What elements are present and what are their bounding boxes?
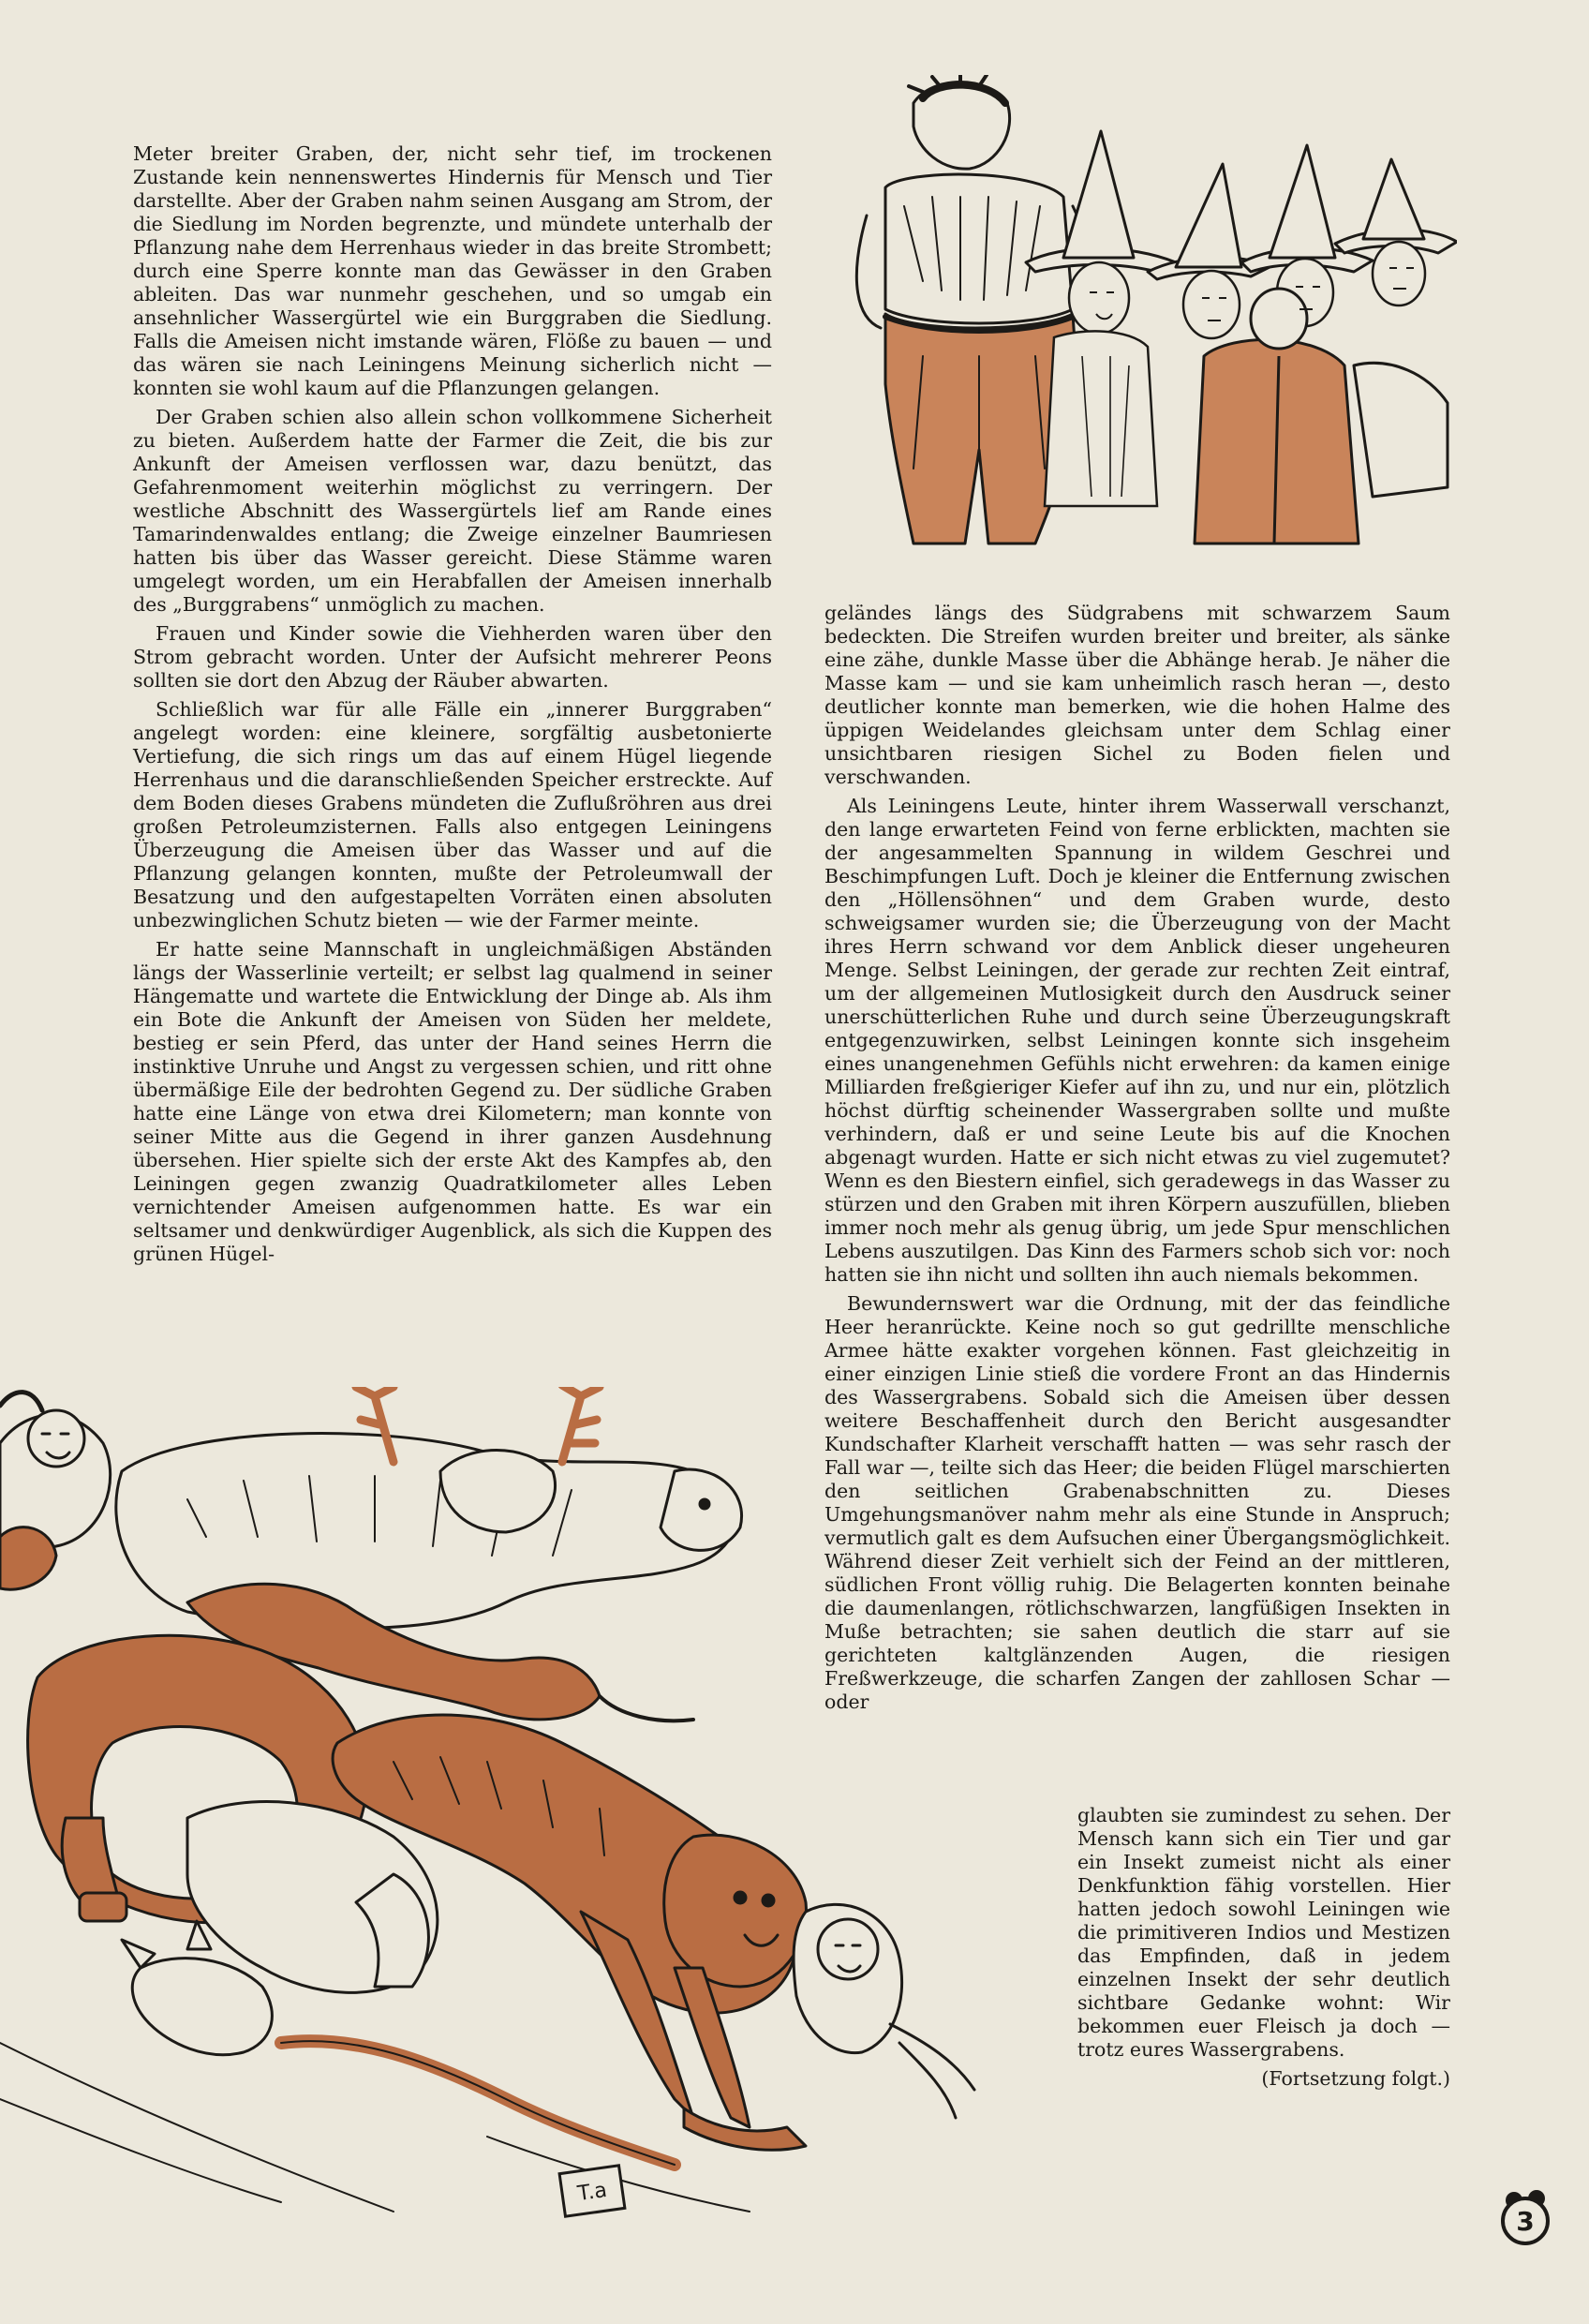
paragraph: Meter breiter Graben, der, nicht sehr tief, im trockenen Zustande kein nennenswertes Hindernis für Mensch und Tier darstellte. Aber der Graben nahm seinen Ausgang am Strom, der die Siedlung im Norden begrenzte, und mündete unterhalb der Pflanzung nahe dem Herrenhaus wieder in das breite Strombett; durch eine Sperre konnte man das Gewässer in den Graben ableiten. Das war nunmehr geschehen, und so umgab ein ansehnlicher Wassergürtel wie ein Burggraben die Siedlung. Falls die Ameisen nicht imstande wären, Flöße zu bauen — und das wären sie nach Leiningens Meinung sicherlich nicht — konnten sie wohl kaum auf die Pflanzungen gelangen.	[133, 142, 772, 399]
paragraph: Der Graben schien also allein schon vollkommene Sicherheit zu bieten. Außerdem hatte der Farmer die Zeit, die bis zur Ankunft der Ameisen verflossen war, dazu benützt, das Gefahrenmoment weiterhin möglichst zu verringern. Der westliche Abschnitt des Wassergürtels lief am Rande eines Tamarindenwaldes entlang; die Zweige einzelner Baumriesen hatten bis über das Wasser gereicht. Diese Stämme waren umgelegt worden, um ein Herabfallen der Ameisen innerhalb des „Burggrabens“ unmöglich zu machen.	[133, 406, 772, 616]
paragraph: Bewundernswert war die Ordnung, mit der das feindliche Heer heranrückte. Keine noch so gut gedrillte menschliche Armee hätte exakter vorgehen können. Fast gleichzeitig in einer einzigen Linie stieß die vordere Front an das Hindernis des Wassergrabens. Sobald sich die Ameisen über dessen weitere Beschaffenheit durch den Bericht ausgesandter Kundschafter Klarheit verschafft hatten — was sehr rasch der Fall war —, teilte sich das Heer; die beiden Flügel marschierten den seitlichen Grabenabschnitten zu. Dieses Umgehungsmanöver nahm mehr als eine Stunde in Anspruch; vermutlich galt es dem Aufsuchen einer Übergangsmöglichkeit. Während dieser Zeit verhielt sich der Feind an der mittleren, südlichen Front völlig ruhig. Die Belagerten konnten beinahe die daumenlangen, rötlichschwarzen, langfüßigen Insekten in Muße betrachten; sie sahen deutlich die starr auf sie gerichteten kaltglänzenden Augen, die riesigen Freßwerkzeuge, die scharfen Zangen der zahllosen Schar — oder	[824, 1292, 1450, 1713]
paragraph: Schließlich war für alle Fälle ein „innerer Burggraben“ angelegt worden: eine kleinere, sorgfältig ausbetonierte Vertiefung, die sich rings um das auf einem Hügel liegende Herrenhaus und die daranschließenden Speicher erstreckte. Auf dem Boden dieses Grabens mündeten die Zuflußröhren aus drei großen Petroleumzisternen. Falls also entgegen Leiningens Überzeugung die Ameisen über das Wasser und auf die Pflanzung gelangen konnten, mußte der Petroleumwall der Besatzung und den aufgestapelten Vorräten einen absoluten unbezwinglichen Schutz bieten — wie der Farmer meinte.	[133, 698, 772, 931]
article-column-right-narrow	[1077, 1804, 1450, 2096]
artist-signature	[559, 2166, 625, 2216]
page-number: 3	[1516, 2206, 1535, 2237]
illustration-fleeing-animals	[0, 1387, 1077, 2230]
svg-text:T.a: T.a	[575, 2178, 609, 2207]
page-number-badge	[1490, 2183, 1555, 2249]
illustration-men-in-hats	[848, 75, 1457, 562]
paragraph: Er hatte seine Mannschaft in ungleichmäßigen Abständen längs der Wasserlinie verteilt; er selbst lag qualmend in seiner Hängematte und wartete die Entwicklung der Dinge ab. Als ihm ein Bote die Ankunft der Ameisen von Süden her meldete, bestieg er sein Pferd, das unter der Hand seines Herrn die instinktive Unruhe und Angst zu vergessen schien, und ritt ohne übermäßige Eile der bedrohten Gegend zu. Der südliche Graben hatte eine Länge von etwa drei Kilometern; man konnte von seiner Mitte aus die Gegend in ihrer ganzen Ausdehnung übersehen. Hier spielte sich der erste Akt des Kampfes ab, den Leiningen gegen zwanzig Quadratkilometer alles Leben vernichtender Ameisen aufgenommen hatte. Es war ein seltsamer und denkwürdiger Augenblick, als sich die Kuppen des grünen Hügel-	[133, 938, 772, 1265]
continuation-note: (Fortsetzung folgt.)	[1261, 2067, 1450, 2090]
paragraph: Frauen und Kinder sowie die Viehherden waren über den Strom gebracht worden. Unter der Aufsicht mehrerer Peons sollten sie dort den Abzug der Räuber abwarten.	[133, 622, 772, 692]
paragraph: geländes längs des Südgrabens mit schwarzem Saum bedeckten. Die Streifen wurden breiter und breiter, als sänke eine zähe, dunkle Masse über die Abhänge herab. Je näher die Masse kam — und sie kam unheimlich rasch heran —, desto deutlicher konnte man bemerken, wie die hohen Halme des üppigen Weidelandes gleichsam unter dem Schlag einer unsichtbaren riesigen Sichel zu Boden fielen und verschwanden.	[824, 602, 1450, 788]
article-column-left	[133, 142, 772, 1272]
paragraph: glaubten sie zumindest zu sehen. Der Mensch kann sich ein Tier und gar ein Insekt zumeist nicht als einer Denkfunktion fähig vorstellen. Hier hatten jedoch sowohl Leiningen wie die primitiveren Indios und Mestizen das Empfinden, daß in jedem einzelnen Insekt der sehr deutlich sichtbare Gedanke wohnt: Wir bekommen euer Fleisch ja doch — trotz eures Wassergrabens.	[1077, 1804, 1450, 2061]
paragraph: Als Leiningens Leute, hinter ihrem Wasserwall verschanzt, den lange erwarteten Feind von ferne erblickten, machten sie der angesammelten Spannung in wildem Geschrei und Beschimpfungen Luft. Doch je kleiner die Entfernung zwischen den „Höllensöhnen“ und dem Graben wurde, desto schweigsamer wurden sie; die Überzeugung von der Macht ihres Herrn schwand vor dem Anblick dieser ungeheuren Menge. Selbst Leiningen, der gerade zur rechten Zeit eintraf, um der allgemeinen Mutlosigkeit durch den Ausdruck seiner unerschütterlichen Ruhe und durch seine Überzeugungskraft entgegenzuwirken, selbst Leiningen konnte sich insgeheim eines unangenehmen Gefühls nicht erwehren: da kamen einige Milliarden freßgieriger Kiefer auf ihn zu, und nur ein, plötzlich höchst dürftig scheinender Wassergraben sollte und mußte verhindern, daß er und seine Leute bis auf die Knochen abgenagt wurden. Hatte er sich nicht etwas zu viel zugemutet? Wenn es den Biestern einfiel, sich geradewegs in das Wasser zu stürzen und den Graben mit ihren Körpern auszufüllen, blieben immer noch mehr als genug übrig, um jede Spur menschlichen Lebens auszutilgen. Das Kinn des Farmers schob sich vor: noch hatten sie ihn nicht und sollten ihn auch niemals bekommen.	[824, 795, 1450, 1286]
